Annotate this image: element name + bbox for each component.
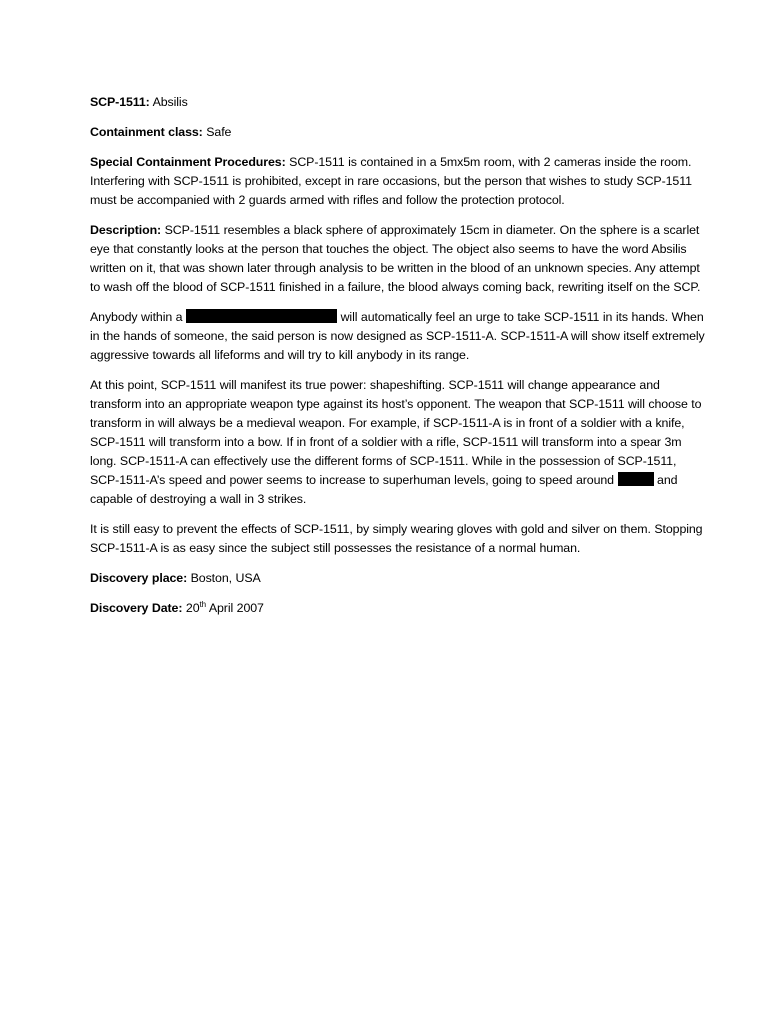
title-label: SCP-1511: [90, 95, 150, 109]
prevention-text: It is still easy to prevent the effects of SCP-1511, by simply wearing gloves with gold and silver on them. Stopping SCP-1511-A is as easy since the subject still possesses the resistance of a normal human. [90, 522, 703, 555]
procedures-label: Special Containment Procedures: [90, 155, 286, 169]
anybody-text-before: Anybody within a [90, 310, 187, 324]
containment-class-label: Containment class: [90, 125, 203, 139]
procedures-text: SCP-1511 is contained in a 5mx5m room, with 2 cameras inside the room. Interfering with SCP-1511 is prohibited, except in rare occasions, but the person that wishes to study SCP-1511 must be accompanied with 2 guards armed with rifles and follow the protection protocol. [90, 155, 692, 207]
procedures-paragraph [90, 153, 708, 210]
description-text: SCP-1511 resembles a black sphere of approximately 15cm in diameter. On the sphere is a scarlet eye that constantly looks at the person that touches the object. The object also seems to have the word Absilis written on it, that was shown later through analysis to be written in the blood of an unknown species. Any attempt to wash off the blood of SCP-1511 finished in a failure, the blood always coming back, rewriting itself on the SCP. [90, 223, 701, 294]
discovery-date-day: 20 [182, 601, 200, 615]
containment-class-value: Safe [202, 125, 232, 139]
title-value: Absilis [149, 95, 188, 109]
containment-class-line [90, 123, 708, 142]
prevention-paragraph [90, 520, 708, 558]
title-line [90, 93, 708, 112]
description-paragraph [90, 221, 708, 297]
discovery-date-rest: April 2007 [205, 601, 264, 615]
redaction-bar [186, 309, 337, 323]
discovery-date-line [90, 599, 708, 618]
discovery-date-suffix: th [199, 600, 206, 609]
discovery-place-line [90, 569, 708, 588]
description-label: Description: [90, 223, 162, 237]
power-text-after: and capable of destroying a wall in 3 strikes. [90, 473, 678, 506]
power-paragraph [90, 376, 708, 509]
redaction-bar [618, 472, 654, 486]
power-text-before: At this point, SCP-1511 will manifest its true power: shapeshifting. SCP-1511 will change appearance and transform into an appropriate weapon type against its host’s opponent. The weapon that SCP-1511 will choose to transform in will always be a medieval weapon. For example, if SCP-1511-A is in front of a soldier with a knife, SCP-1511 will transform into a bow. If in front of a soldier with a rifle, SCP-1511 will transform into a spear 3m long. SCP-1511-A can effectively use the different forms of SCP-1511. While in the possession of SCP-1511, SCP-1511-A’s speed and power seems to increase to superhuman levels, going to speed around [90, 378, 702, 487]
discovery-date-label: Discovery Date: [90, 601, 183, 615]
anybody-paragraph [90, 308, 708, 365]
discovery-place-label: Discovery place: [90, 571, 188, 585]
discovery-place-value: Boston, USA [187, 571, 261, 585]
anybody-text-after: will automatically feel an urge to take SCP-1511 in its hands. When in the hands of someone, the said person is now designed as SCP-1511-A. SCP-1511-A will show itself extremely aggressive towards all lifeforms and will try to kill anybody in its range. [90, 310, 705, 362]
